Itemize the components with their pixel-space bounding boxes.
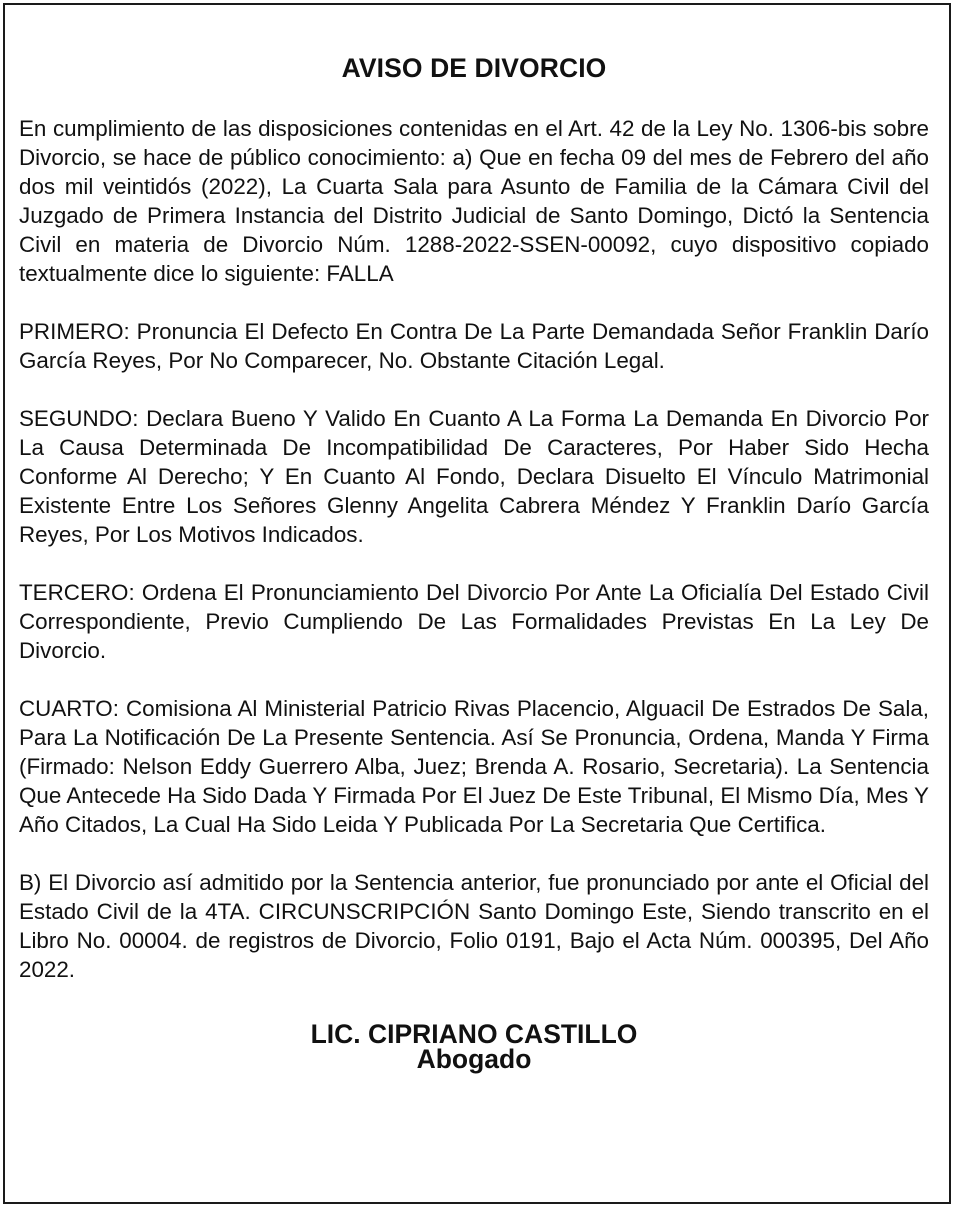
intro-paragraph: En cumplimiento de las disposiciones contenidas en el Art. 42 de la Ley No. 1306-bis sobre Divorcio, se hace de público conocimiento: a) Que en fecha 09 del mes de Febrero del año dos mil veintidós (2022), La Cuarta Sala para Asunto de Familia de la Cámara Civil del Juzgado de Primera Instancia del Distrito Judicial de Santo Domingo, Dictó la Sentencia Civil en materia de Divorcio Núm. 1288-2022-SSEN-00092, cuyo dispositivo copiado textualmente dice lo siguiente: FALLA <box>19 116 929 286</box>
tercero-paragraph: TERCERO: Ordena El Pronunciamiento Del Divorcio Por Ante La Oficialía Del Estado Civil Correspondiente, Previo Cumpliendo De Las Formalidades Previstas En La Ley De Divorcio. <box>19 580 929 663</box>
segundo-paragraph: SEGUNDO: Declara Bueno Y Valido En Cuanto A La Forma La Demanda En Divorcio Por La Causa Determinada De Incompatibilidad De Caracteres, Por Haber Sido Hecha Conforme Al Derecho; Y En Cuanto Al Fondo, Declara Disuelto El Vínculo Matrimonial Existente Entre Los Señores Glenny Angelita Cabrera Méndez Y Franklin Darío García Reyes, Por Los Motivos Indicados. <box>19 406 929 547</box>
signature-name: LIC. CIPRIANO CASTILLO <box>310 1019 638 1049</box>
primero-paragraph: PRIMERO: Pronuncia El Defecto En Contra De La Parte Demandada Señor Franklin Darío García Reyes, Por No Comparecer, No. Obstante Citación Legal. <box>19 319 929 373</box>
registration-paragraph: B) El Divorcio así admitido por la Sentencia anterior, fue pronunciado por ante el Oficial del Estado Civil de la 4TA. CIRCUNSCRIPCIÓN Santo Domingo Este, Siendo transcrito en el Libro No. 00004. de registros de Divorcio, Folio 0191, Bajo el Acta Núm. 000395, Del Año 2022. <box>19 870 929 982</box>
notice-title: AVISO DE DIVORCIO <box>341 53 607 83</box>
cuarto-paragraph: CUARTO: Comisiona Al Ministerial Patricio Rivas Placencio, Alguacil De Estrados De Sala, Para La Notificación De La Presente Sentencia. Así Se Pronuncia, Ordena, Manda Y Firma (Firmado: Nelson Eddy Guerrero Alba, Juez; Brenda A. Rosario, Secretaria). La Sentencia Que Antecede Ha Sido Dada Y Firmada Por El Juez De Este Tribunal, El Mismo Día, Mes Y Año Citados, La Cual Ha Sido Leida Y Publicada Por La Secretaria Que Certifica. <box>19 696 929 837</box>
signature-block <box>19 1019 929 1074</box>
notice-body <box>19 52 929 1072</box>
signature-role: Abogado <box>416 1044 532 1074</box>
